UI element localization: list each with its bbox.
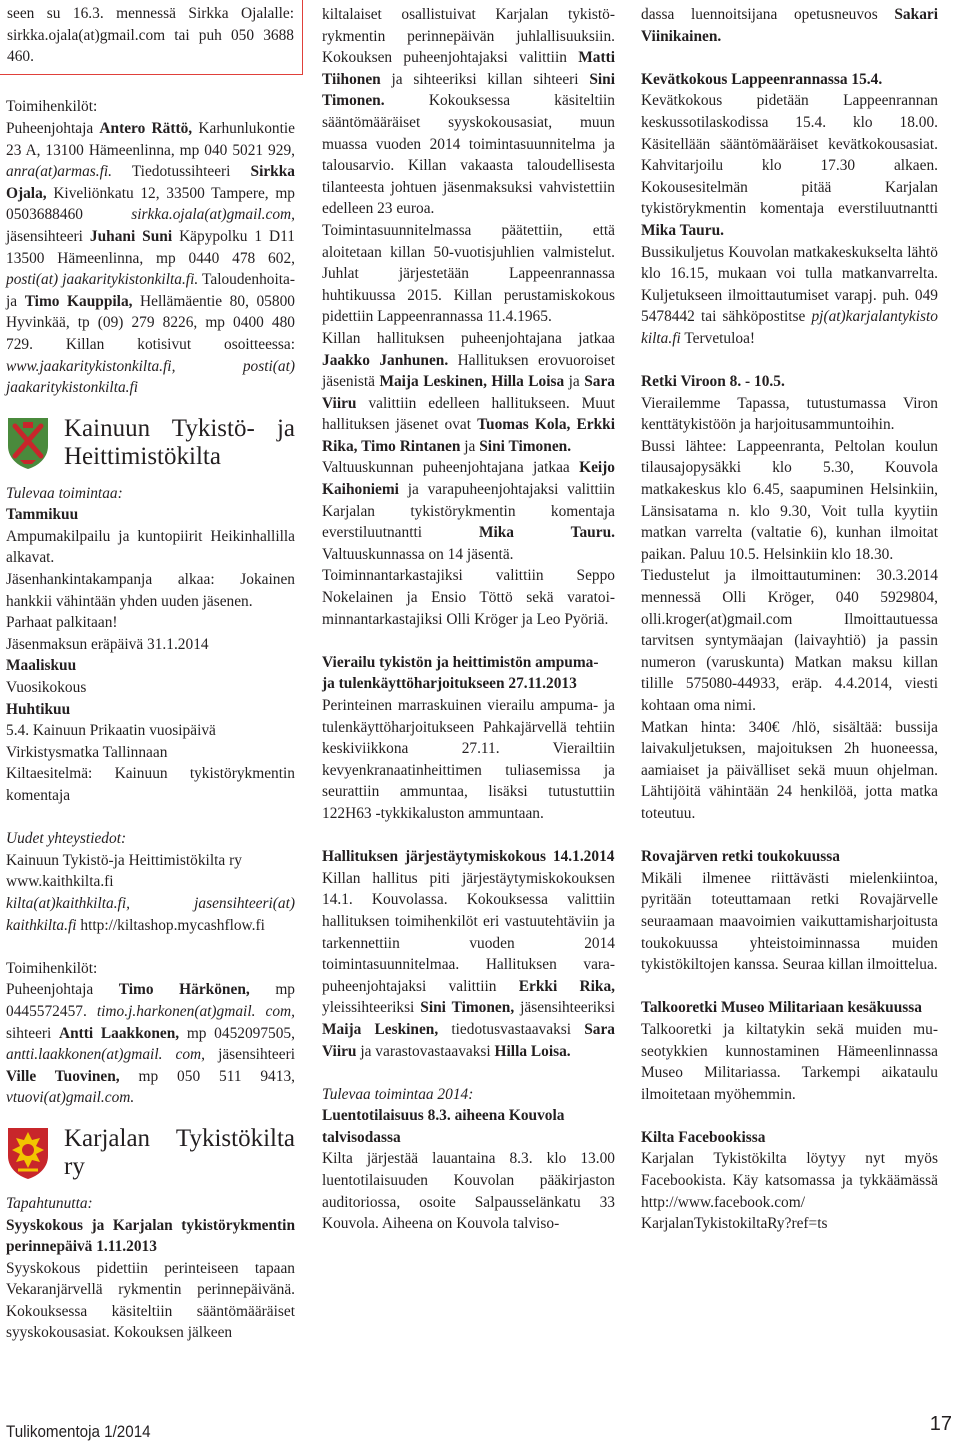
club1-header xyxy=(6,415,295,471)
name-timo-harkonen: Timo Härkönen, xyxy=(118,981,250,999)
contact-email-links[interactable]: kilta(at)kaithkilta.fi, jasensihteeri(at) kaithkilta.fi xyxy=(6,894,295,934)
name-sirkka-ojala: Sirkka Ojala, xyxy=(6,163,295,202)
left-column xyxy=(6,4,295,1344)
visit-heading: Vierailu tykistön ja heittimistön ampuma- ja tulenkäyttöharjoitukseen 27.11.2013 xyxy=(322,653,599,693)
new-contacts-label: Uudet yhteystiedot: xyxy=(6,830,127,848)
name-antti-laakkonen: Antti Laakkonen, xyxy=(58,1024,180,1042)
mid-paragraph-5: Toiminnantarkastajiksi valittiin Seppo Nokelainen ja Ensio Töttö sekä varatoiminnantarkastajiksi Olli Kröger ja Leo Pyöriä. xyxy=(322,567,615,628)
club1-title: Kainuun Tykistö- ja Heittimistökilta xyxy=(64,414,295,470)
right-paragraph-0: dassa luennoitsijana opetusneuvos Sakari Viinikainen. xyxy=(641,6,938,45)
month-march: Maaliskuu xyxy=(6,657,77,675)
club1-officials-label: Toimihenkilöt: xyxy=(6,959,98,977)
mid-paragraph-4: Valtuuskunnan puheenjohtajana jatkaa Keijo Kaihoniemi ja varapuheenjohtajaksi valittiin Karjalan tykistörykmentin komentaja everstiluutnantti Mika Tauru. Valtuuskunnassa on 14 jäsentä. xyxy=(322,459,615,563)
name-matti-tiihonen: Matti Tiihonen xyxy=(322,49,615,88)
due-date-text: Jäsenmaksun eräpäivä 31.1.2014 xyxy=(6,635,209,653)
facebook-text: Karjalan Tykistökilta löytyy nyt myös Facebookista. Käy katsomassa ja tykkäämässä http://www.facebook.com/ KarjalanTykistokiltaRy?ref=ts xyxy=(641,1150,938,1233)
museum-text: Talkooretki ja kiltatykin sekä muiden museotykkien kunnostaminen Hämeenlinnassa Museo Militariassa. Tarkempi aikataulu ilmoitetaan myöhemmin. xyxy=(641,1020,938,1103)
kainuu-emblem-icon xyxy=(6,416,50,470)
name-juhani-suni: Juhani Suni xyxy=(89,227,173,245)
board-meeting-heading: Hallituksen järjestäytymiskokous 14.1.2014 xyxy=(322,848,615,866)
right-column xyxy=(641,4,938,1235)
bus-text: Bussikuljetus Kouvolan matkakeskukselta lähtö klo 16.15, mukaan voi tulla matkanvarrelta. Kuljetukseen ilmoittautumiset varapj. puh. 049 5478442 tai sähköpostitse pj(at)karjalantykisto kilta.fi Tervetuloa! xyxy=(641,243,938,347)
estonia-trip-text-2: Bussi lähtee: Lappeenranta, Peltolan koulun tilausajopysäkki klo 5.30, Kouvola matkakeskus klo 6.45, saapuminen Helsinkiin, Länsisatama n. klo 9.30, Voit tulla kyytiin matkan varrelta (valtatie 6), kunhan ilmoitat paikan. Paluu 10.5. Helsinkiin klo 18.30. xyxy=(641,437,938,563)
rovajarvi-text: Mikäli ilmenee riittävästi mielenkiintoa, pyritään toteuttamaan retki Rovajärvelle seuraamaan maavoimien vaikuttamisharjoitusta toukokuussa yhteistoiminnassa muiden tykistökiltojen kanssa. Seuraa killan ilmoittelua. xyxy=(641,869,938,974)
autumn-meeting-text: Syyskokous pidettiin perinteiseen tapaan Vekaranjärvellä rykmentin perinnepäivänä. Kokouksessa käsiteltiin sääntömääräiset syyskokousasiat. Kokouksen jälkeen xyxy=(6,1259,295,1342)
april-text-1: 5.4. Kainuun Prikaatin vuosipäivä xyxy=(6,722,216,740)
email-laakkonen: antti.laakkonen(at)gmail. com, xyxy=(6,1046,205,1064)
lecture-heading: Luentotilaisuus 8.3. aiheena Kouvola talvisodassa xyxy=(322,1107,565,1146)
march-text: Vuosikokous xyxy=(6,679,87,697)
mid-paragraph-2: Toimintasuunnitelmassa päätettiin, että aloitetaan killan 50-vuotisjuhlien valmistelut. Juhlat järjestetään Lappeenrannassa huhtikuussa 2015. Killan perustamiskokous pidettiin Lappeenrannassa 11.4.1965. xyxy=(322,221,615,326)
month-january: Tammikuu xyxy=(6,506,79,524)
email-sirkka: sirkka.ojala(at)gmail.com, xyxy=(131,206,295,224)
officials-label: Toimihenkilöt: xyxy=(6,98,98,116)
visit-text: Perinteinen marraskuinen vierailu ampuma- ja tulenkäyttöharjoitukseen Pahkajärvellä tehtiin keskiviikkona 27.11. Vierailtiin kevyenkranaatinheittimen tuliasemissa ja seurattiin ammuntaa, lisäksi tutustuttiin 122H63 -tykkikaluston ammuntaan. xyxy=(322,697,615,822)
contact-website[interactable]: www.kaithkilta.fi xyxy=(6,873,114,891)
mid-paragraph-3: Killan hallituksen puheenjohtajana jatkaa Jaakko Janhunen. Hallituksen erovuoroiset jäsenistä Maija Leskinen, Hilla Loisa ja Sara Viiru valittiin edelleen hallitukseen. Muut hallituksen jäsenet ovat Tuomas Kola, Erkki Rika, Timo Rintanen ja Sini Timonen. xyxy=(322,329,616,455)
names-board-members: Tuomas Kola, Erkki Rika, Timo Rintanen xyxy=(322,416,615,455)
name-timo-kauppila: Timo Kauppila, xyxy=(24,292,133,310)
club1-upcoming-label: Tulevaa toimintaa: xyxy=(6,484,123,502)
upcoming-2014-label: Tulevaa toimintaa 2014: xyxy=(322,1085,474,1103)
prizes-text: Parhaat palkitaan! xyxy=(6,614,118,632)
name-antero-ratto: Antero Rättö, xyxy=(99,119,193,137)
estonia-trip-text-4: Matkan hinta: 340€ /hlö, sisältää: bussija laivakuljetuksen, majoituksen 2h huoneessa, aamiaiset ja päivälliset sekä muun ohjelman. Lähtijöitä vähintään 24 henkilöä, jotta matka toteutuu. xyxy=(641,718,938,822)
club1-officials-paragraph: Puheenjohtaja Timo Härkönen, mp 0445572457. timo.j.harkonen(at)gmail. com, sihteeri Antti Laakkonen, mp 0452097505, antti.laakkonen(at)gmail. com, jäsensihteeri Ville Tuovinen, mp 050 511 9413, vtuovi(at)gmail.com. xyxy=(6,981,295,1107)
name-mika-tauru-2: Mika Tauru. xyxy=(641,221,724,239)
month-april: Huhtikuu xyxy=(6,700,71,718)
january-text: Ampumakilpailu ja kuntopiirit Heikinhallilla alkavat. xyxy=(6,527,295,567)
name-sini-timonen-3: Sini Timonen, xyxy=(420,999,515,1017)
officials-paragraph: Puheenjohtaja Antero Rättö, Karhunlukontie 23 A, 13100 Hämeenlinna, mp 040 5021 929, anra(at)armas.fi. Tiedotussihteeri Sirkka Ojala, Kiveliönkatu 12, 33500 Tampere, mp 0503688460 sirkka.ojala(at)gmail.com, jäsensihteeri Juhani Suni Käpypolku 1 D11 13500 Hämeenlinna, mp 0440 478 602, posti(at) jaakaritykistonkilta.fi. Taloudenhoitaja Timo Kauppila, Hellämäentie 80, 05800 Hyvinkää, tp (09) 279 8226, mp 0400 480 729. Killan kotisivut osoitteessa: www.jaakaritykistonkilta.fi, posti(at) jaakaritykistonkilta.fi xyxy=(6,119,295,397)
autumn-meeting-heading: Syyskokous ja Karjalan tykistörykmentin perinnepäivä 1.11.2013 xyxy=(6,1216,295,1256)
april-text-2: Virkistysmatka Tallinnaan xyxy=(6,743,168,761)
board-meeting-text: Killan hallitus piti järjestäytymiskokouksen 14.1. Kouvolassa. Kokouksessa valittiin hallituksen toimihenkilöt eri vastuutehtäviin ja tarkennettiin vuoden 2014 toimintasuunnitelmaa. Hallituksen varapuheenjohtajaksi valittiin Erkki Rika, yleissihteeriksi Sini Timonen, jäsensihteeriksi Maija Leskinen, tiedotusvastaavaksi Sara Viiru ja varastovastaavaksi Hilla Loisa. xyxy=(322,869,615,1060)
name-keijo-kaihoniemi: Keijo Kaihoniemi xyxy=(322,459,615,499)
name-mika-tauru: Mika Tauru. xyxy=(478,524,615,542)
middle-column xyxy=(322,4,615,1235)
publication-footer: Tulikomentoja 1/2014 xyxy=(6,1423,151,1441)
name-maija-leskinen: Maija Leskinen, xyxy=(322,1020,439,1038)
name-ville-tuovinen: Ville Tuovinen, xyxy=(6,1067,120,1085)
estonia-trip-heading: Retki Viroon 8. - 10.5. xyxy=(641,373,785,391)
email-anra: anra(at)armas.fi. xyxy=(6,163,113,181)
names-leskinen-loisa: Maija Leskinen, Hilla Loisa xyxy=(379,373,565,391)
mid-paragraph-1: kiltalaiset osallistuivat Karjalan tykistörykmentin perinnepäivän juhlallisuuksiin. Kokouksen puheenjohtajaksi valittiin Matti Tiihonen ja sihteeriksi killan sihteeri Sini Timonen. Kokouksessa käsiteltiin sääntömääräiset syyskokousasiat, muun muassa vuoden 2014 toimintasuunnitelma ja talousarvio. Killan vakaasta taloudellisesta tilanteesta johtuen jäsenmaksuksi vahvistettiin edelleen 23 euroa. xyxy=(322,6,615,218)
spring-meeting-text: Kevätkokous pidetään Lappeenrannan keskussotilaskodissa 15.4. klo 18.00. Käsitellään sääntömääräiset kevätkokousasiat. Kahvitarjoilu klo 17.30 alkaen. Kokousesitelmän pitää Karjalan tykistörykmentin komentaja everstiluutnantti Mika Tauru. xyxy=(641,92,938,239)
shop-link[interactable]: http://kiltashop.mycashflow.fi xyxy=(76,916,265,934)
lecture-text: Kilta järjestää lauantaina 8.3. klo 13.00 luentotilaisuuden Kouvolan pääkirjaston auditoriossa, osoite Salpausselänkatu 33 Kouvola. Aiheena on Kouvola talviso- xyxy=(322,1150,615,1233)
spring-meeting-heading: Kevätkokous Lappeenrannassa 15.4. xyxy=(641,70,883,88)
name-erkki-rika: Erkki Rika, xyxy=(518,977,615,995)
club2-title: Karjalan Tykistökilta ry xyxy=(64,1124,295,1180)
red-boxed-notice: seen su 16.3. mennessä Sirkka Ojalalle: sirkka.ojala(at)gmail.com tai puh 050 3688 460. xyxy=(0,0,303,75)
name-sara-viiru-2: Sara Viiru xyxy=(322,1020,615,1060)
email-tuovinen: vtuovi(at)gmail.com. xyxy=(6,1089,135,1107)
facebook-heading: Kilta Facebookissa xyxy=(641,1128,766,1146)
karjala-emblem-icon xyxy=(6,1126,50,1180)
page-number: 17 xyxy=(929,1413,952,1435)
rovajarvi-heading: Rovajärven retki toukokuussa xyxy=(641,848,840,866)
estonia-trip-text-3: Tiedustelut ja ilmoittautuminen: 30.3.2014 mennessä Olli Kröger, 040 5929804, olli.kroger(at)gmail.com Ilmoittautuessa tarvitsen syntymäajan (laivayhtiö) ja passin numeron (varuskunta) Matkan maksu killan tilille 575080-44933, eräp. 4.4.2014, viesti kohtaan oma nimi. xyxy=(641,567,938,714)
april-text-3: Kiltaesitelmä: Kainuun tykistörykmentin komentaja xyxy=(6,765,295,804)
club2-header xyxy=(6,1125,295,1181)
name-jaakko-janhunen: Jaakko Janhunen. xyxy=(322,351,449,369)
estonia-trip-text-1: Vierailemme Tapassa, tutustumassa Viron kenttätykistöön ja harjoitusammuntoihin. xyxy=(641,394,938,434)
name-hilla-loisa: Hilla Loisa. xyxy=(494,1042,571,1060)
contact-name: Kainuun Tykistö-ja Heittimistökilta ry xyxy=(6,851,242,869)
membership-campaign-text: Jäsenhankintakampanja alkaa: Jokainen hankkii vähintään yhden uuden jäsenen. xyxy=(6,571,295,610)
club2-happened-label: Tapahtunutta: xyxy=(6,1194,93,1212)
name-sara-viiru: Sara Viiru xyxy=(322,373,616,412)
name-sini-timonen-2: Sini Timonen. xyxy=(479,437,572,455)
email-pj: pj(at)karjalantykisto kilta.fi xyxy=(641,308,938,347)
email-harkonen: timo.j.harkonen(at)gmail. com, xyxy=(96,1002,295,1020)
email-posti: posti(at) jaakaritykistonkilta.fi. xyxy=(6,271,199,289)
name-sini-timonen: Sini Timonen. xyxy=(322,70,615,110)
website-jaakari: www.jaakaritykistonkilta.fi, posti(at) jaakaritykistonkilta.fi xyxy=(6,357,295,397)
contact-emails xyxy=(6,893,295,936)
museum-heading: Talkooretki Museo Militariaan kesäkuussa xyxy=(641,999,922,1017)
name-sakari-viinikainen: Sakari Viinikainen. xyxy=(641,6,938,45)
